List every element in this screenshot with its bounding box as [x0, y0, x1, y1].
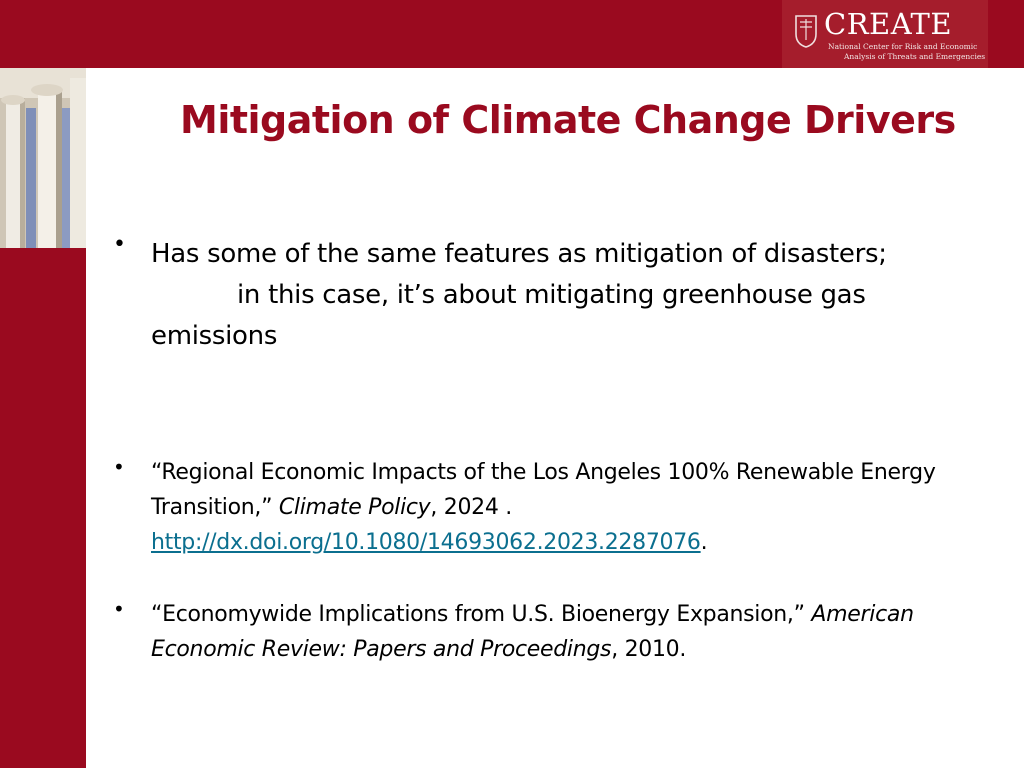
logo-subtitle-line1: National Center for Risk and Economic	[828, 42, 978, 51]
citation-line	[151, 597, 1011, 632]
create-logo	[782, 0, 988, 68]
bullet-marker: •	[113, 597, 125, 621]
citation-year: , 2024 .	[430, 495, 512, 520]
citation-text: “Economywide Implications from U.S. Bioenergy Expansion,”	[151, 602, 812, 627]
citation-line	[151, 632, 1011, 667]
link-period: .	[700, 530, 708, 555]
bullet-marker: •	[113, 455, 125, 479]
bullet-item-citation-bioenergy	[151, 597, 1011, 667]
citation-text: Transition,”	[151, 495, 279, 520]
citation-line	[151, 525, 1011, 560]
logo-title: CREATE	[824, 7, 953, 41]
doi-link[interactable]: http://dx.doi.org/10.1080/14693062.2023.2287076	[151, 530, 701, 555]
journal-name: American	[811, 602, 914, 627]
journal-name: Economic Review: Papers and Proceedings	[151, 637, 612, 662]
university-seal-icon	[794, 14, 818, 48]
bullet-item-citation-la	[151, 455, 1011, 560]
bullet-line: emissions	[151, 321, 278, 351]
journal-name: Climate Policy	[278, 495, 431, 520]
bullet-line: Has some of the same features as mitigation of disasters;	[151, 239, 887, 269]
bullet-item-greenhouse	[151, 234, 951, 357]
bullet-marker: •	[113, 232, 126, 257]
logo-subtitle-line2: Analysis of Threats and Emergencies	[844, 52, 986, 61]
citation-year: , 2010.	[611, 637, 687, 662]
slide-title: Mitigation of Climate Change Drivers	[180, 98, 956, 142]
citation-line: “Regional Economic Impacts of the Los Angeles 100% Renewable Energy	[151, 460, 936, 485]
bullet-line: in this case, it’s about mitigating greenhouse gas	[237, 280, 866, 310]
columns-photo	[0, 68, 86, 248]
citation-line	[151, 490, 1011, 525]
